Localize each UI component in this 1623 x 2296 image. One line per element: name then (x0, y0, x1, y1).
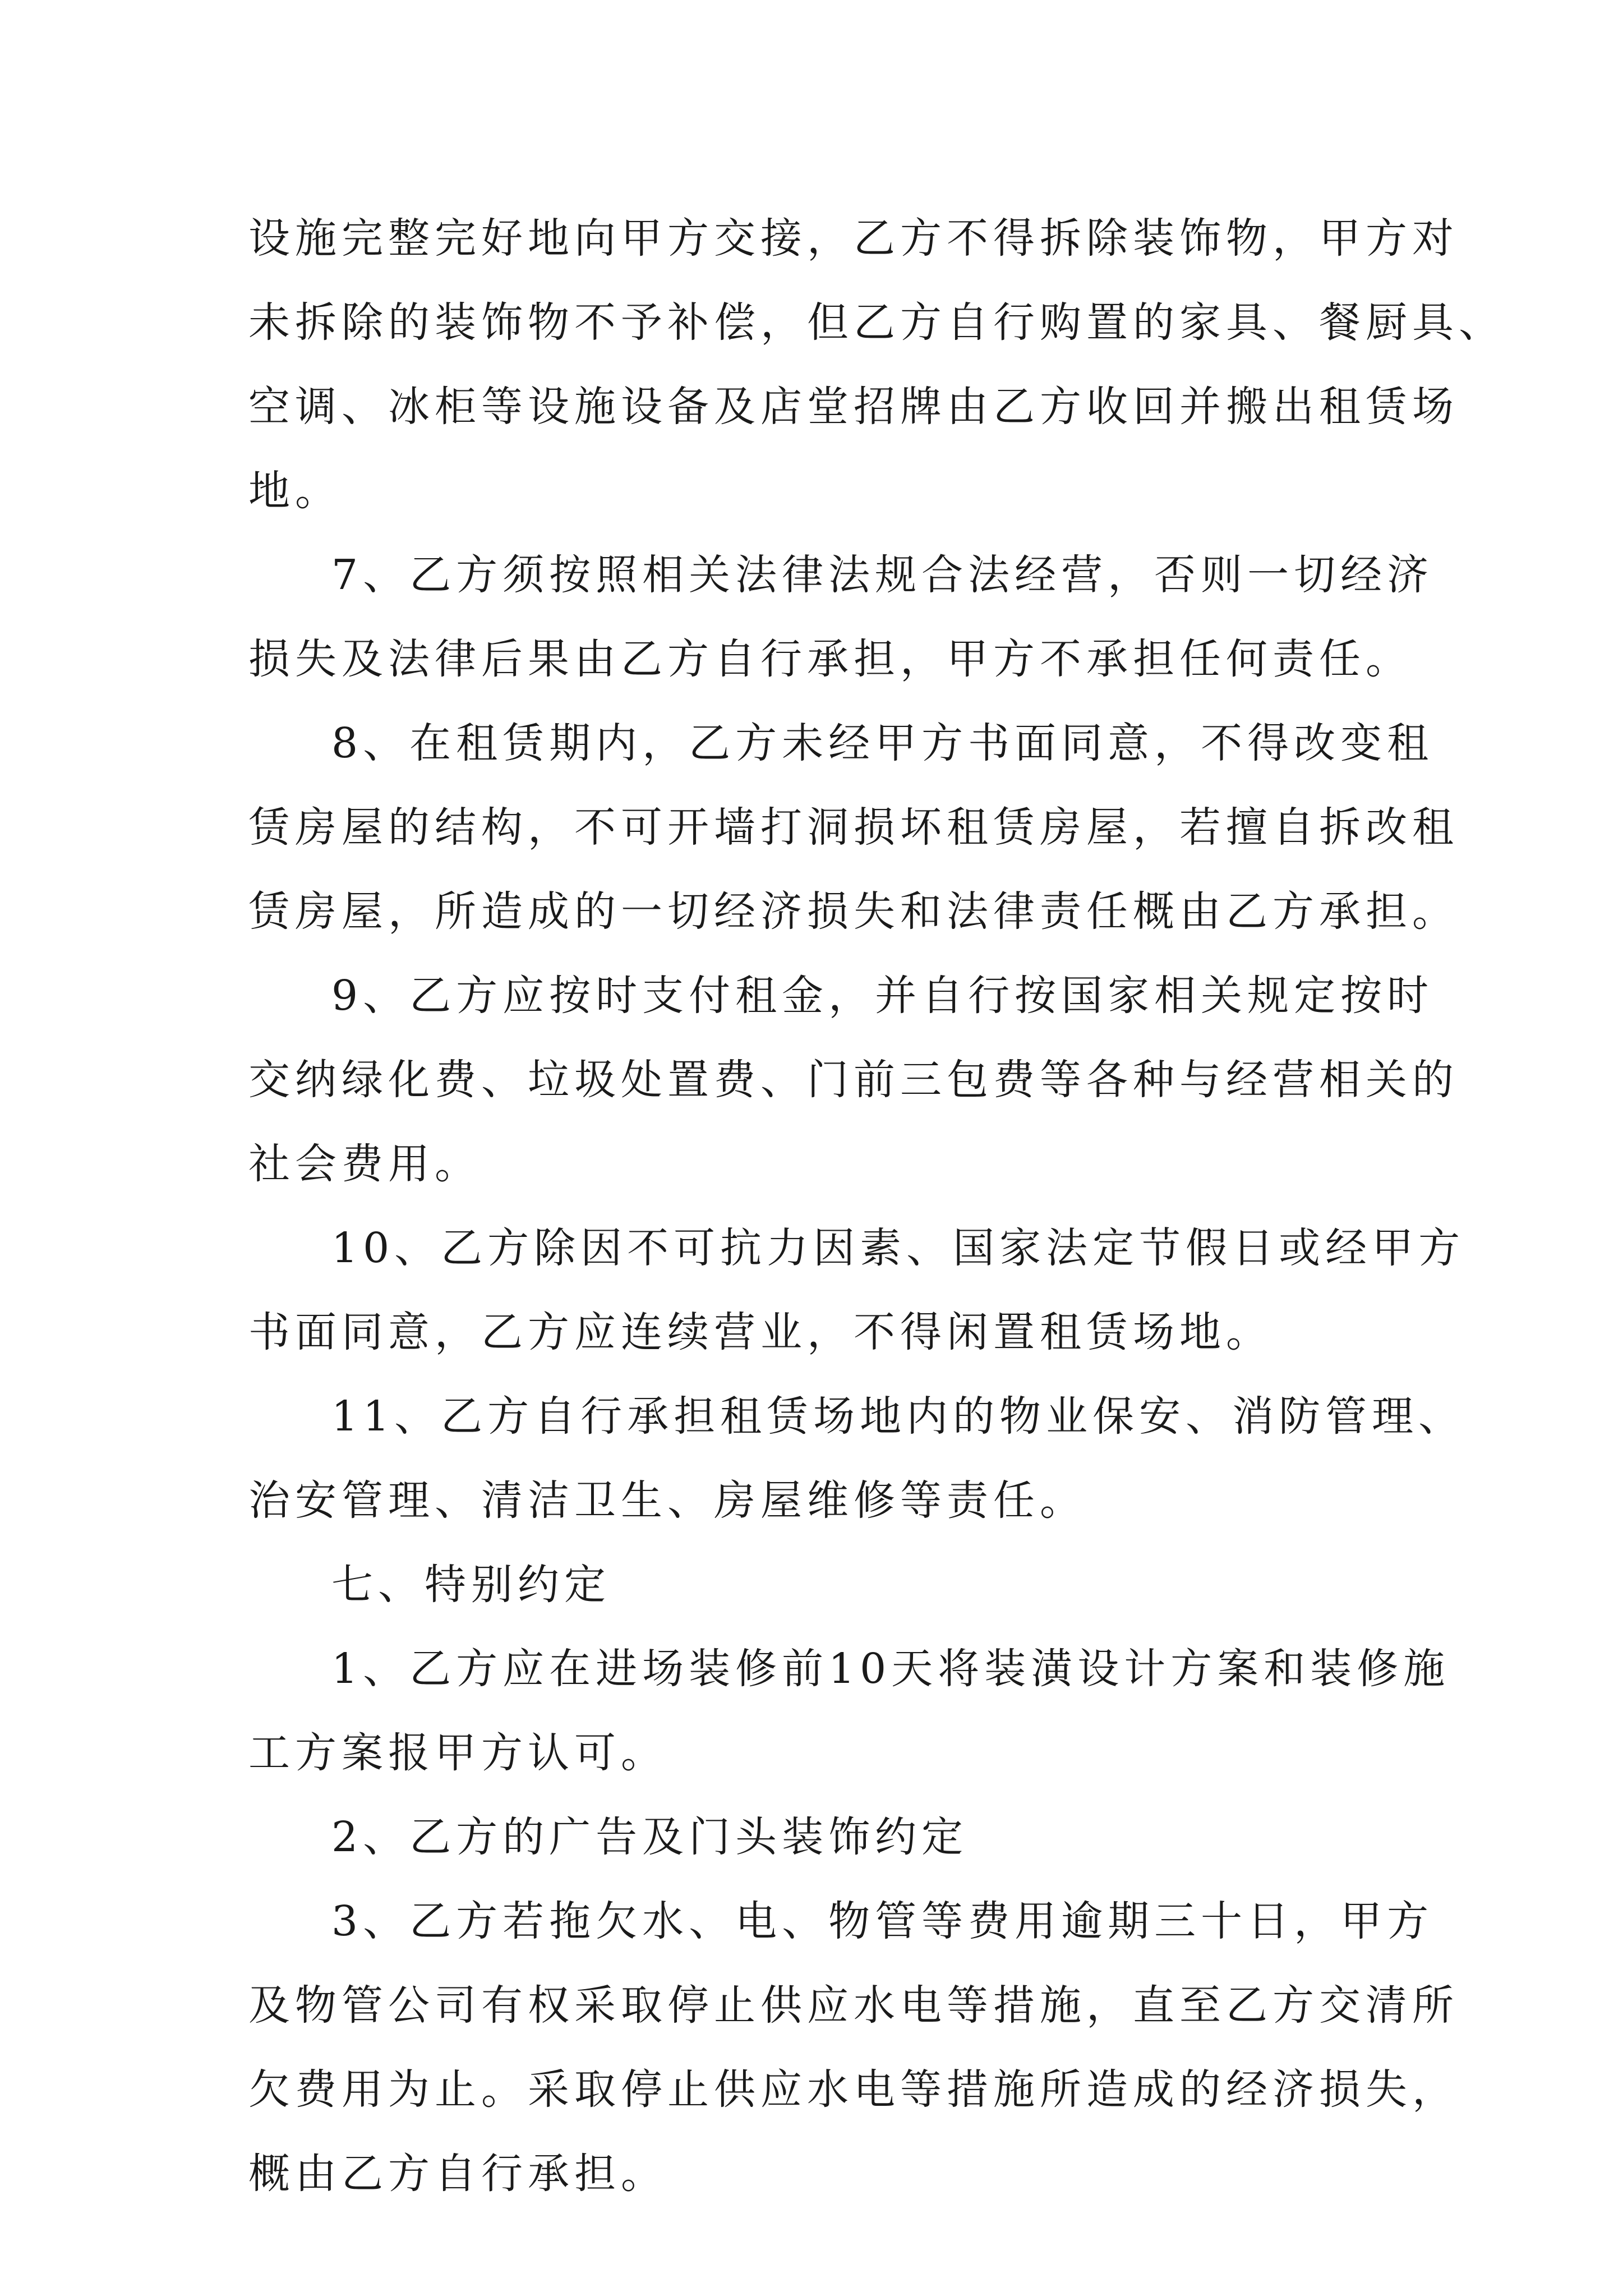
text-line: 工方案报甲方认可。 (248, 1729, 667, 1777)
text-line: 3、乙方若拖欠水、电、物管等费用逾期三十日，甲方 (331, 1897, 1434, 1945)
text-line: 9、乙方应按时支付租金，并自行按国家相关规定按时 (331, 972, 1434, 1020)
section-heading-special-terms (248, 1543, 1403, 1627)
text-line: 设施完整完好地向甲方交接，乙方不得拆除装饰物，甲方对 (248, 214, 1459, 263)
text-line: 2、乙方的广告及门头装饰约定 (331, 1813, 969, 1861)
text-line: 11、乙方自行承担租赁场地内的物业保安、消防管理、 (331, 1392, 1465, 1441)
text-line: 及物管公司有权采取停止供应水电等措施，直至乙方交清所 (248, 1981, 1459, 2030)
heading-line: 七、特别约定 (331, 1561, 611, 1609)
paragraph-special-3 (248, 1879, 1459, 2216)
text-line: 概由乙方自行承担。 (248, 2150, 667, 2198)
text-line: 治安管理、清洁卫生、房屋维修等责任。 (248, 1476, 1086, 1525)
text-line: 赁房屋的结构，不可开墙打洞损坏租赁房屋，若擅自拆改租 (248, 803, 1459, 852)
text-line: 欠费用为止。采取停止供应水电等措施所造成的经济损失， (248, 2065, 1459, 2114)
paragraph-special-1 (248, 1627, 1450, 1795)
text-line: 8、在租赁期内，乙方未经甲方书面同意，不得改变租 (331, 719, 1434, 767)
document-body (248, 196, 1505, 2216)
paragraph-special-2 (248, 1795, 1403, 1879)
text-line: 交纳绿化费、垃圾处置费、门前三包费等各种与经营相关的 (248, 1056, 1459, 1104)
text-line: 空调、冰柜等设施设备及店堂招牌由乙方收回并搬出租赁场 (248, 383, 1459, 431)
text-line: 赁房屋，所造成的一切经济损失和法律责任概由乙方承担。 (248, 887, 1459, 936)
text-line: 7、乙方须按照相关法律法规合法经营，否则一切经济 (331, 551, 1434, 599)
text-line: 1、乙方应在进场装修前10天将装潢设计方案和装修施 (331, 1645, 1450, 1693)
paragraph-clause-9 (248, 954, 1459, 1206)
paragraph-clause-10 (248, 1206, 1465, 1374)
paragraph-continuation (248, 196, 1505, 533)
paragraph-clause-8 (248, 701, 1459, 954)
text-line: 书面同意，乙方应连续营业，不得闲置租赁场地。 (248, 1308, 1272, 1356)
text-line: 损失及法律后果由乙方自行承担，甲方不承担任何责任。 (248, 635, 1412, 683)
paragraph-clause-11 (248, 1374, 1465, 1543)
text-line: 未拆除的装饰物不予补偿，但乙方自行购置的家具、餐厨具、 (248, 298, 1505, 347)
paragraph-clause-7 (248, 533, 1434, 701)
text-line: 地。 (248, 467, 342, 515)
text-line: 社会费用。 (248, 1140, 481, 1188)
text-line: 10、乙方除因不可抗力因素、国家法定节假日或经甲方 (331, 1224, 1465, 1272)
